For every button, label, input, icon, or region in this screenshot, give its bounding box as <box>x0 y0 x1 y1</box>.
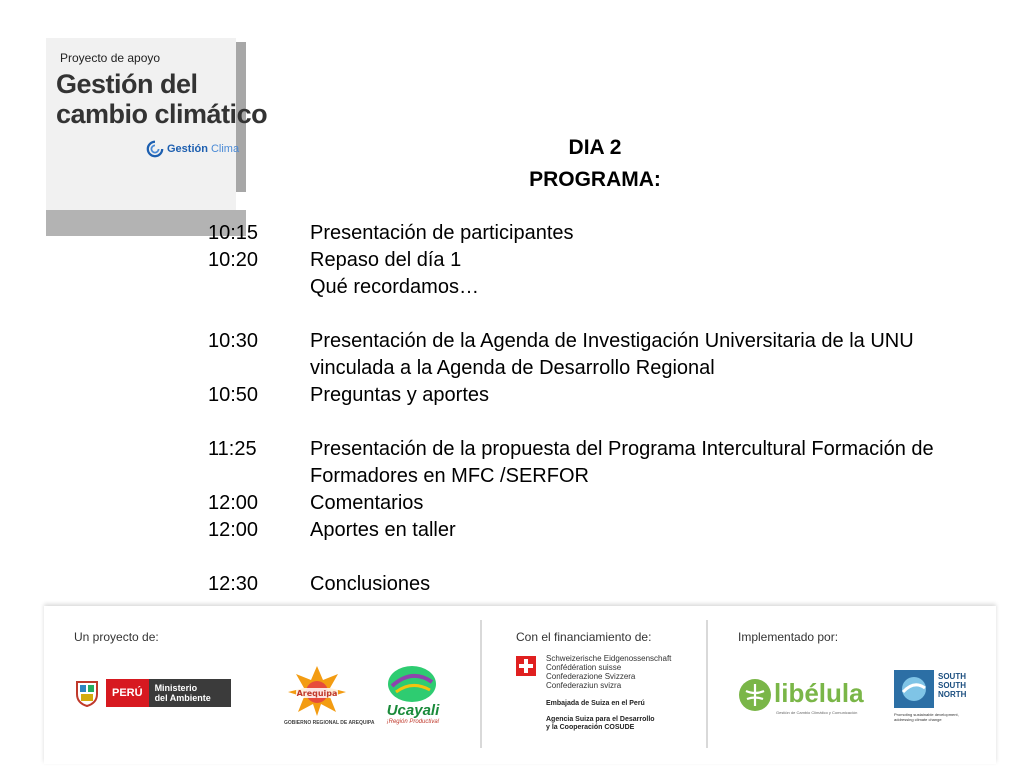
agenda-text: Presentación de la Agenda de Investigación Universitaria de la UNU vinculada a la Agenda de Desarrollo Regional <box>310 330 914 379</box>
gestion-clima-brand: Gestión Clima <box>146 140 239 158</box>
agenda-time: 10:15 <box>208 222 259 244</box>
ucayali-emblem-icon <box>386 662 438 702</box>
swiss-confederation-text: Schweizerische Eidgenossenschaft Confédération suisse Confederazione Svizzera Confederaziun svizra <box>546 654 672 690</box>
agenda-text: Qué recordamos… <box>310 276 479 298</box>
peru-label: PERÚ <box>106 679 149 707</box>
agenda-text: Comentarios <box>310 492 424 514</box>
agenda-item <box>208 220 998 247</box>
agenda-time: 10:30 <box>208 330 259 352</box>
ucayali-logo <box>384 702 442 725</box>
ministry-label: Ministerio del Ambiente <box>149 679 231 707</box>
peru-coat-of-arms-icon <box>72 678 102 708</box>
logo-title: Gestión del cambio climático <box>56 69 268 129</box>
swiss-flag-icon <box>516 656 536 676</box>
implemented-label: Implementado por: <box>738 630 839 644</box>
logo-pretitle: Proyecto de apoyo <box>60 51 161 65</box>
cosude-text: Agencia Suiza para el Desarrollo y la Cooperación COSUDE <box>546 716 655 731</box>
arequipa-logo <box>282 664 352 716</box>
agenda-text: Conclusiones <box>310 573 431 595</box>
agenda-text: Aportes en taller <box>310 519 456 541</box>
libelula-subtitle: Gestión de Cambio Climático y Comunicación <box>776 710 858 715</box>
footer-divider <box>706 620 708 748</box>
agenda-list <box>208 220 998 598</box>
ucayali-wordmark: Ucayali <box>386 702 440 719</box>
agenda-time: 12:00 <box>208 519 259 541</box>
ssn-wordmark: SOUTH SOUTH NORTH <box>938 672 967 699</box>
peru-ministry-logo <box>72 678 231 708</box>
agenda-item <box>208 490 998 517</box>
slide-title <box>480 132 710 196</box>
swiss-embassy-text: Embajada de Suiza en el Perú <box>546 700 645 707</box>
agenda-item <box>208 328 998 382</box>
footer-logos <box>44 606 996 764</box>
agenda-time <box>208 274 310 301</box>
funding-label: Con el financiamiento de: <box>516 630 652 644</box>
arequipa-caption: GOBIERNO REGIONAL DE AREQUIPA <box>284 720 375 726</box>
program-label: PROGRAMA: <box>529 168 661 191</box>
agenda-item <box>208 436 998 490</box>
agenda-text: Presentación de participantes <box>310 222 574 244</box>
ssn-globe-icon <box>894 670 934 708</box>
agenda-time: 10:20 <box>208 249 259 271</box>
swirl-icon <box>146 140 164 158</box>
agenda-item <box>208 517 998 544</box>
ucayali-tagline: ¡Región Productiva! <box>386 719 440 725</box>
agenda-item <box>208 382 998 409</box>
agenda-item <box>208 571 998 598</box>
agenda-time: 10:50 <box>208 384 259 406</box>
day-label: DIA 2 <box>568 136 622 159</box>
agenda-time: 12:30 <box>208 573 259 595</box>
agenda-text: Presentación de la propuesta del Programa Intercultural Formación de Formadores en MFC /SERFOR <box>310 438 934 487</box>
libelula-dragonfly-icon <box>738 678 772 712</box>
footer-divider <box>480 620 482 748</box>
ssn-logo-icon <box>894 670 934 708</box>
agenda-item <box>208 247 998 274</box>
libelula-wordmark: libélula <box>774 678 864 708</box>
project-label: Un proyecto de: <box>74 630 159 644</box>
agenda-text: Preguntas y aportes <box>310 384 489 406</box>
agenda-text: Repaso del día 1 <box>310 249 462 271</box>
agenda-item <box>208 274 998 301</box>
agenda-time: 11:25 <box>208 438 257 460</box>
agenda-time: 12:00 <box>208 492 259 514</box>
ssn-subtitle: Promoting sustainable development, addressing climate change <box>894 712 959 722</box>
arequipa-wordmark: Arequipa <box>296 689 338 698</box>
